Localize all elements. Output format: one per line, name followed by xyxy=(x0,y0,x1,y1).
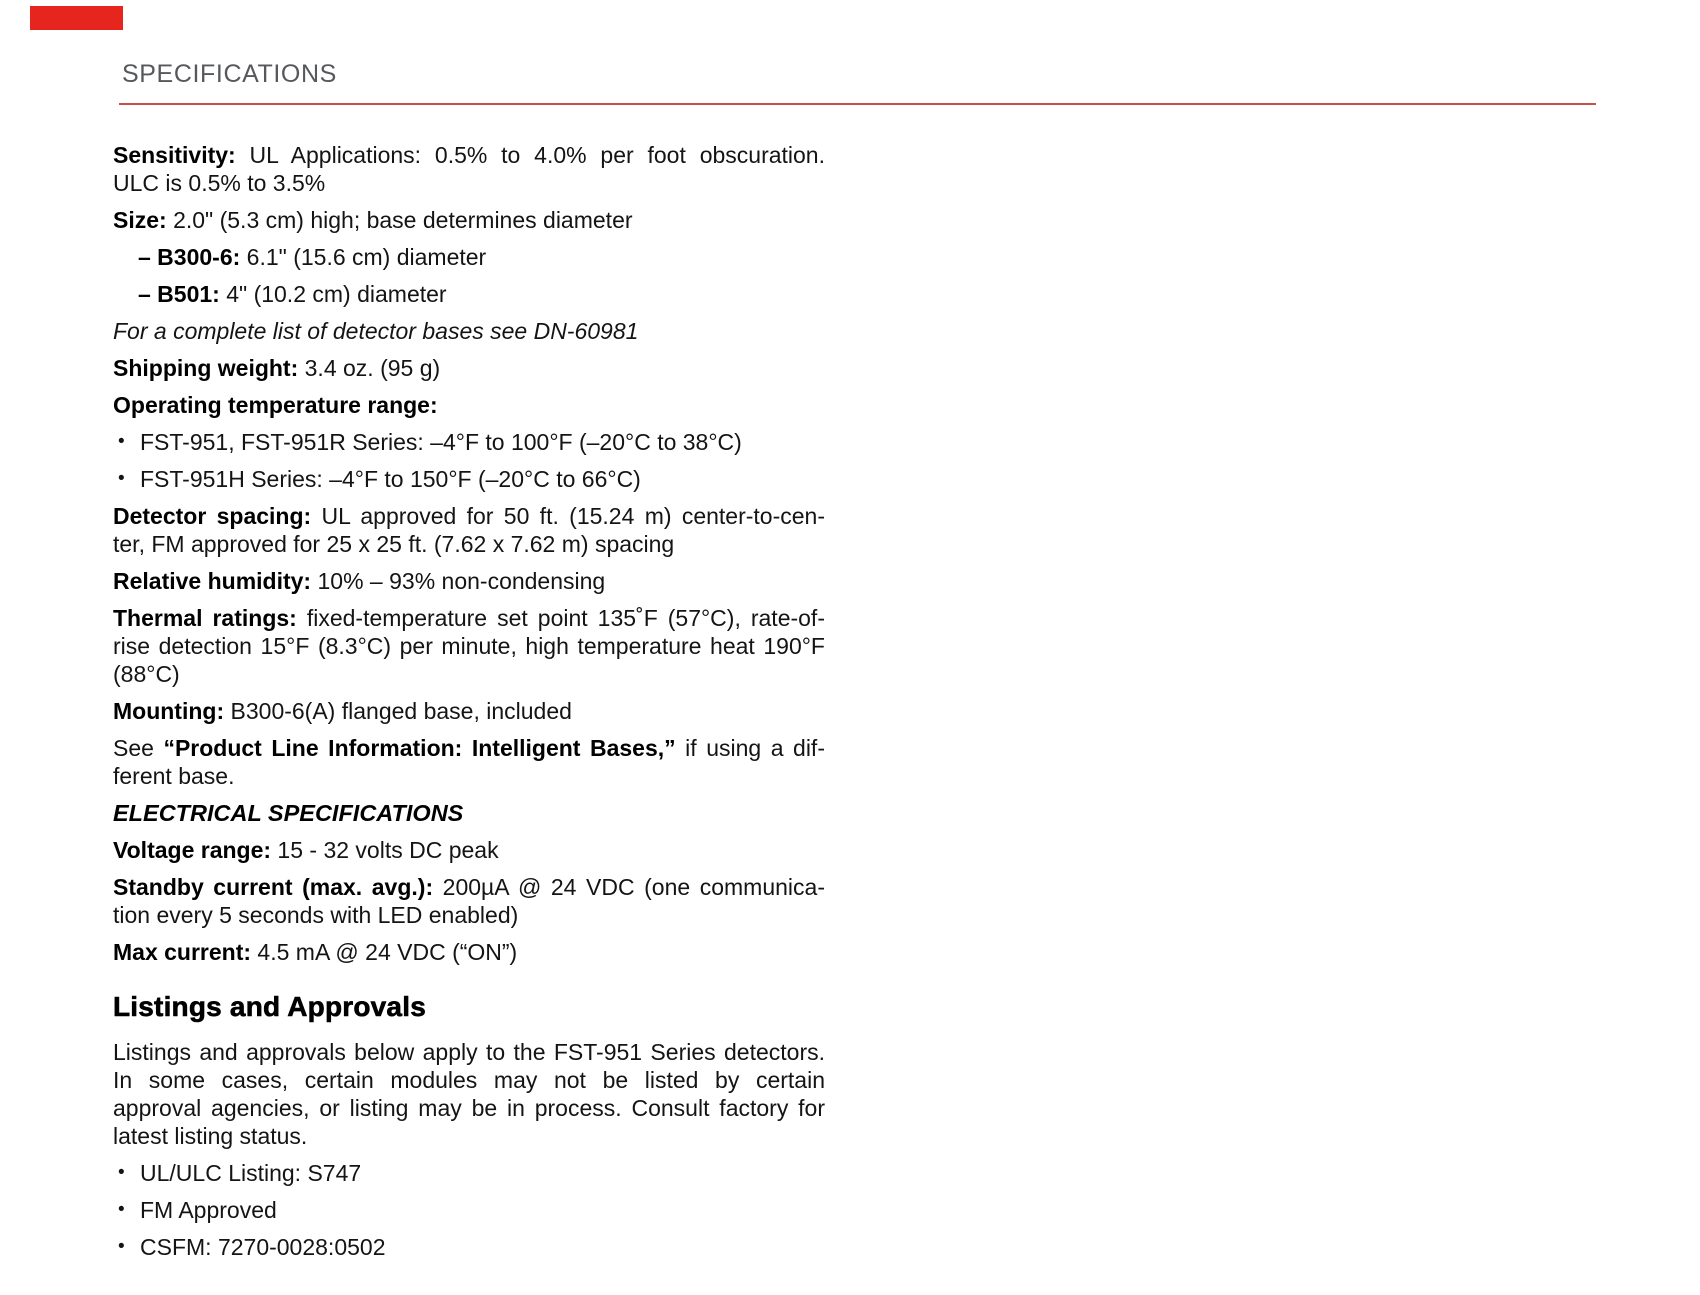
text-segment: 6.1" (15.6 cm) diameter xyxy=(240,244,487,270)
operating-temperature-range-line xyxy=(113,391,825,419)
text-segment: ELECTRICAL SPECIFICATIONS xyxy=(113,800,464,826)
bases-note xyxy=(113,317,825,345)
text-segment: “Product Line Information: Intelligent Bases,” xyxy=(163,735,676,761)
text-segment: B300-6(A) flanged base, included xyxy=(224,698,572,724)
text-segment: rise detection 15°F (8.3°C) per minute, high temperature heat 190°F xyxy=(113,633,825,659)
text-segment: CSFM: 7270-0028:0502 xyxy=(140,1234,386,1260)
page-title: SPECIFICATIONS xyxy=(122,60,337,88)
standby-current xyxy=(113,873,825,929)
text-segment: if using a dif- xyxy=(675,735,825,761)
mounting-line xyxy=(113,697,825,725)
spec-content xyxy=(113,141,825,1270)
title-rule xyxy=(119,103,1596,105)
text-segment: UL approved for 50 ft. (15.24 m) center-to-cen- xyxy=(311,503,826,529)
text-segment: (88°C) xyxy=(113,661,180,687)
listing-bullet-csfm xyxy=(113,1233,825,1261)
text-segment: ferent base. xyxy=(113,763,235,789)
temp-bullet-fst951 xyxy=(113,428,825,456)
text-segment: Size: xyxy=(113,207,167,233)
text-segment: 4.5 mA @ 24 VDC (“ON”) xyxy=(251,939,518,965)
shipping-weight-line xyxy=(113,354,825,382)
size xyxy=(113,206,825,234)
text-segment: latest listing status. xyxy=(113,1123,308,1149)
base-b501-line xyxy=(138,280,825,308)
text-segment: – B300-6: xyxy=(138,244,241,270)
text-segment: ter, FM approved for 25 x 25 ft. (7.62 x 7.62 m) spacing xyxy=(113,531,675,557)
text-segment: 4" (10.2 cm) diameter xyxy=(219,281,447,307)
thermal-ratings xyxy=(113,604,825,688)
listings-and-approvals-paragraph-line xyxy=(113,1038,825,1066)
text-segment: Shipping weight: xyxy=(113,355,299,381)
temp-bullet-fst951-text xyxy=(140,428,825,456)
bases-reference-line xyxy=(113,734,825,762)
text-segment: UL/ULC Listing: S747 xyxy=(140,1160,362,1186)
max-current-line xyxy=(113,938,825,966)
listing-bullet-csfm-line xyxy=(140,1233,825,1261)
red-marker xyxy=(30,6,123,30)
listings-and-approvals-heading-line xyxy=(113,990,825,1024)
text-segment: Max current: xyxy=(113,939,252,965)
text-segment: 3.4 oz. (95 g) xyxy=(298,355,441,381)
text-segment: For a complete list of detector bases see DN-60981 xyxy=(113,318,639,344)
listing-bullet-ul-ulc-text xyxy=(140,1159,825,1187)
temp-bullet-fst951h-line xyxy=(140,465,825,493)
standby-current-line xyxy=(113,901,825,929)
text-segment: Mounting: xyxy=(113,698,225,724)
text-segment: Voltage range: xyxy=(113,837,272,863)
temp-bullet-fst951h-text xyxy=(140,465,825,493)
text-segment: Listings and Approvals xyxy=(113,991,426,1022)
text-segment: fixed-temperature set point 135˚F (57°C), rate-of- xyxy=(296,605,825,631)
sensitivity-line xyxy=(113,141,825,169)
shipping-weight xyxy=(113,354,825,382)
base-b300-6-line xyxy=(138,243,825,271)
text-segment: Detector spacing: xyxy=(113,503,312,529)
listings-and-approvals-paragraph-line xyxy=(113,1066,825,1094)
bullet-icon: • xyxy=(118,468,125,489)
bullet-icon: • xyxy=(118,1236,125,1257)
relative-humidity xyxy=(113,567,825,595)
text-segment: 10% – 93% non-condensing xyxy=(311,568,606,594)
text-segment: tion every 5 seconds with LED enabled) xyxy=(113,902,519,928)
text-segment: 15 - 32 volts DC peak xyxy=(271,837,499,863)
text-segment: 2.0" (5.3 cm) high; base determines diameter xyxy=(166,207,633,233)
text-segment: Thermal ratings: xyxy=(113,605,297,631)
listing-bullet-fm-text xyxy=(140,1196,825,1224)
standby-current-line xyxy=(113,873,825,901)
listings-and-approvals-paragraph xyxy=(113,1038,825,1150)
voltage-range xyxy=(113,836,825,864)
listing-bullet-fm-line xyxy=(140,1196,825,1224)
bullet-icon: • xyxy=(118,1162,125,1183)
text-segment: 200µA @ 24 VDC (one communica- xyxy=(433,874,825,900)
text-segment: FST-951H Series: –4°F to 150°F (–20°C to 66°C) xyxy=(140,466,641,492)
bullet-icon: • xyxy=(118,431,125,452)
bases-note-line xyxy=(113,317,825,345)
text-segment: – B501: xyxy=(138,281,220,307)
text-segment: UL Applications: 0.5% to 4.0% per foot obscuration. xyxy=(235,142,825,168)
electrical-specifications-heading xyxy=(113,799,825,827)
thermal-ratings-line xyxy=(113,660,825,688)
text-segment: FM Approved xyxy=(140,1197,277,1223)
text-segment: Sensitivity: xyxy=(113,142,236,168)
listing-bullet-ul-ulc-line xyxy=(140,1159,825,1187)
detector-spacing xyxy=(113,502,825,558)
text-segment: FST-951, FST-951R Series: –4°F to 100°F (–20°C to 38°C) xyxy=(140,429,742,455)
text-segment: Standby current (max. avg.): xyxy=(113,874,434,900)
listings-and-approvals-paragraph-line xyxy=(113,1094,825,1122)
thermal-ratings-line xyxy=(113,632,825,660)
sensitivity xyxy=(113,141,825,197)
listing-bullet-csfm-text xyxy=(140,1233,825,1261)
electrical-specifications-heading-line xyxy=(113,799,825,827)
temp-bullet-fst951-line xyxy=(140,428,825,456)
text-segment: approval agencies, or listing may be in process. Consult factory for xyxy=(113,1095,825,1121)
detector-spacing-line xyxy=(113,502,825,530)
text-segment: See xyxy=(113,735,164,761)
voltage-range-line xyxy=(113,836,825,864)
listing-bullet-ul-ulc xyxy=(113,1159,825,1187)
text-segment: In some cases, certain modules may not be listed by certain xyxy=(113,1067,825,1093)
bullet-icon: • xyxy=(118,1199,125,1220)
size-line xyxy=(113,206,825,234)
detector-spacing-line xyxy=(113,530,825,558)
listing-bullet-fm xyxy=(113,1196,825,1224)
base-b300-6 xyxy=(113,243,825,271)
temp-bullet-fst951h xyxy=(113,465,825,493)
max-current xyxy=(113,938,825,966)
bases-reference xyxy=(113,734,825,790)
relative-humidity-line xyxy=(113,567,825,595)
thermal-ratings-line xyxy=(113,604,825,632)
operating-temperature-range xyxy=(113,391,825,419)
bases-reference-line xyxy=(113,762,825,790)
text-segment: ULC is 0.5% to 3.5% xyxy=(113,170,326,196)
base-b501 xyxy=(113,280,825,308)
listings-and-approvals-paragraph-line xyxy=(113,1122,825,1150)
text-segment: Listings and approvals below apply to the FST-951 Series detectors. xyxy=(113,1039,825,1065)
sensitivity-line xyxy=(113,169,825,197)
text-segment: Operating temperature range: xyxy=(113,392,438,418)
listings-and-approvals-heading xyxy=(113,990,825,1024)
mounting xyxy=(113,697,825,725)
text-segment: Relative humidity: xyxy=(113,568,312,594)
